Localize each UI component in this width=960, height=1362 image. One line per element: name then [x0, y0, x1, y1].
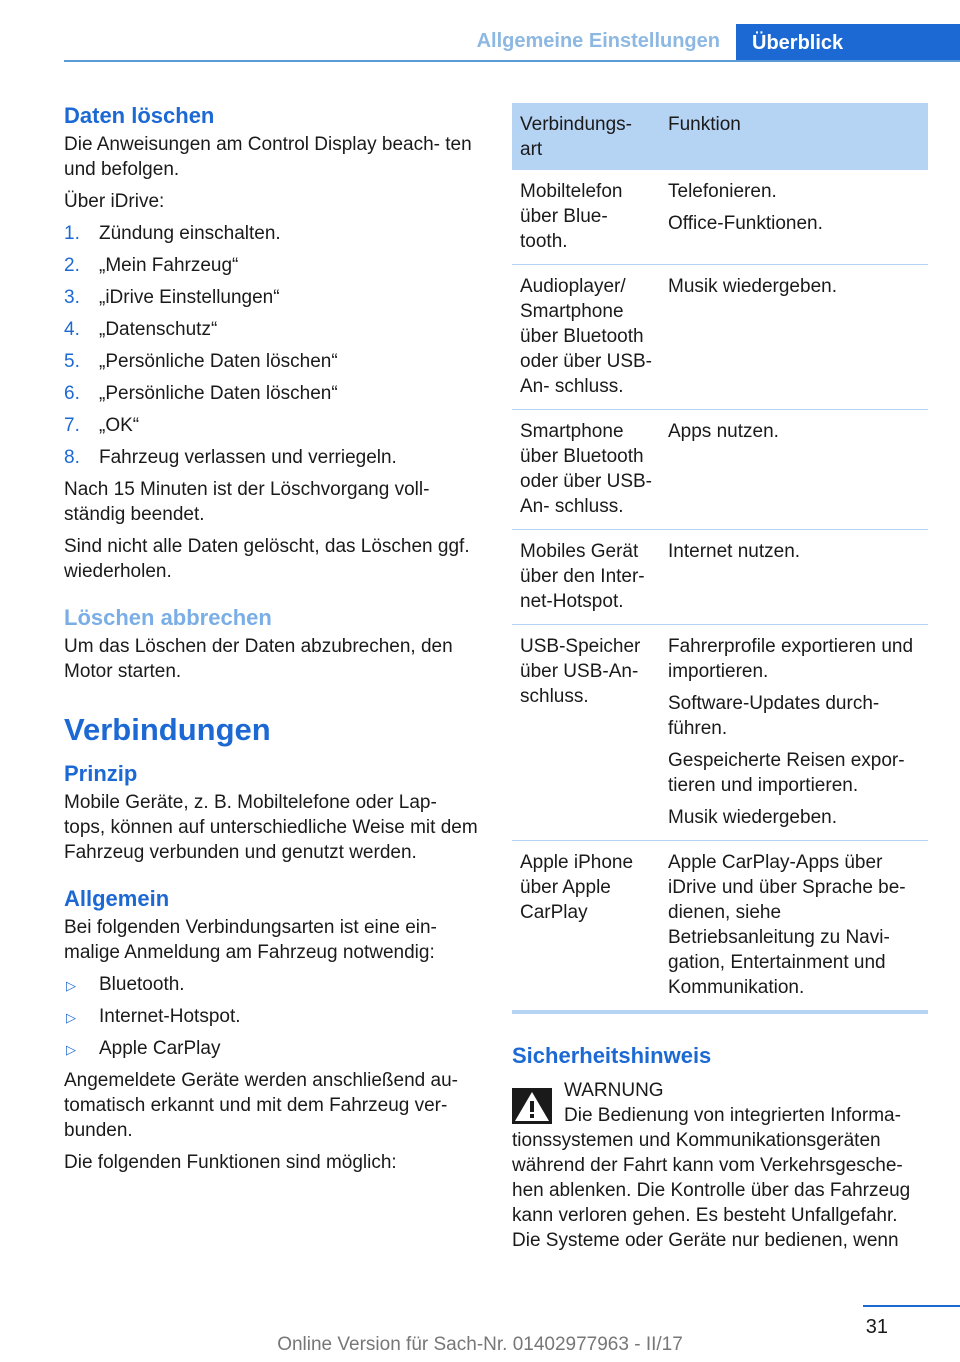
step-text: Fahrzeug verlassen und verriegeln.	[99, 447, 397, 468]
step-text: „Mein Fahrzeug“	[99, 255, 239, 276]
step-number: 2.	[64, 255, 80, 276]
step-number: 5.	[64, 351, 80, 372]
cell-functions	[660, 530, 928, 625]
table-row	[512, 410, 928, 530]
cell-connection-type: Mobiltelefon über Blue- tooth.	[512, 170, 660, 265]
step-text: „Persönliche Daten löschen“	[99, 351, 338, 372]
paragraph-abbrechen: Um das Löschen der Daten abzubrechen, den Motor starten.	[64, 636, 453, 682]
paragraph-allgemein: Bei folgenden Verbindungsarten ist eine ein- malige Anmeldung am Fahrzeug notwendig:	[64, 917, 437, 963]
step-text: „Persönliche Daten löschen“	[99, 383, 338, 404]
function-text: Musik wiedergeben.	[668, 276, 837, 297]
cell-connection-type: Audioplayer/ Smartphone über Bluetooth oder über USB-An- schluss.	[512, 265, 660, 410]
list-item-text: Internet-Hotspot.	[99, 1006, 241, 1027]
function-text: Apple CarPlay-Apps über iDrive und über Sprache be- dienen, siehe Betriebsanleitung zu Navi- gation, Entertainment und Kommunikation.	[668, 852, 906, 998]
step-text: „OK“	[99, 415, 140, 436]
warning-label: WARNUNG	[564, 1080, 664, 1101]
column-header-verbindungsart: Verbindungs- art	[512, 103, 660, 170]
table-row	[512, 625, 928, 841]
step-text: „iDrive Einstellungen“	[99, 287, 280, 308]
triangle-bullet-icon: ▷	[66, 978, 76, 993]
paragraph-prinzip: Mobile Geräte, z. B. Mobiltelefone oder Lap- tops, können auf unterschiedliche Weise mit dem Fahrzeug verbunden und genutzt werden.	[64, 792, 478, 863]
heading-prinzip: Prinzip	[64, 761, 138, 786]
list-item-text: Apple CarPlay	[99, 1038, 221, 1059]
steps-list	[64, 221, 480, 470]
footer-note: Online Version für Sach-Nr. 01402977963 - II/17	[277, 1334, 683, 1355]
step-item	[64, 349, 480, 374]
step-number: 4.	[64, 319, 80, 340]
function-text: Telefonieren.	[668, 181, 777, 202]
step-text: „Datenschutz“	[99, 319, 218, 340]
list-item	[64, 1004, 480, 1029]
cell-functions	[660, 265, 928, 410]
heading-verbindungen: Verbindungen	[64, 712, 271, 747]
function-text: Internet nutzen.	[668, 541, 801, 562]
paragraph-angemeldete-geraete: Angemeldete Geräte werden anschließend au- tomatisch erkannt und mit dem Fahrzeug ver- bunden.	[64, 1070, 458, 1141]
cell-connection-type: Apple iPhone über Apple CarPlay	[512, 841, 660, 1013]
cell-functions	[660, 841, 928, 1013]
column-header-funktion: Funktion	[660, 103, 928, 170]
right-column	[512, 103, 928, 1253]
triangle-bullet-icon: ▷	[66, 1042, 76, 1057]
cell-functions	[660, 625, 928, 841]
function-text: Office-Funktionen.	[668, 213, 823, 234]
step-item	[64, 413, 480, 438]
table-header-row	[512, 103, 928, 170]
heading-sicherheitshinweis: Sicherheitshinweis	[512, 1043, 712, 1068]
paragraph-wiederholen: Sind nicht alle Daten gelöscht, das Löschen ggf. wiederholen.	[64, 536, 470, 582]
cell-functions	[660, 170, 928, 265]
header-section-title: Allgemeine Einstellungen	[476, 30, 720, 52]
step-item	[64, 381, 480, 406]
step-text: Zündung einschalten.	[99, 223, 281, 244]
page-number: 31	[865, 1316, 888, 1338]
step-number: 7.	[64, 415, 80, 436]
page-header	[0, 0, 960, 62]
table-row	[512, 841, 928, 1013]
step-number: 3.	[64, 287, 80, 308]
heading-loeschen-abbrechen: Löschen abbrechen	[64, 605, 272, 630]
paragraph-funktionen-moeglich: Die folgenden Funktionen sind möglich:	[64, 1152, 397, 1173]
list-item	[64, 1036, 480, 1061]
heading-daten-loeschen: Daten löschen	[64, 103, 215, 128]
step-item	[64, 317, 480, 342]
function-text: Gespeicherte Reisen expor- tieren und importieren.	[668, 750, 905, 796]
connections-table	[512, 103, 928, 1014]
header-tab-ueberblick: Überblick	[736, 24, 960, 62]
function-text: Software-Updates durch- führen.	[668, 693, 880, 739]
step-item	[64, 445, 480, 470]
header-rule	[64, 60, 960, 62]
warning-text	[512, 1103, 928, 1253]
connection-types-list	[64, 972, 480, 1061]
list-item	[64, 972, 480, 997]
warning-body-text: Die Bedienung von integrierten Informa- tionssystemen und Kommunikationsgeräten während der Fahrt kann vom Verkehrsgesche- hen ablenken. Die Kontrolle über das Fahrzeug kann verloren gehen. Es besteht Unfallgefahr. Die Systeme oder Geräte nur bedienen, wenn	[512, 1105, 911, 1251]
cell-connection-type: USB-Speicher über USB-An- schluss.	[512, 625, 660, 841]
footer-rule	[863, 1305, 960, 1307]
cell-connection-type: Smartphone über Bluetooth oder über USB-An- schluss.	[512, 410, 660, 530]
warning-triangle-icon	[512, 1088, 552, 1124]
safety-warning	[512, 1040, 928, 1253]
step-item	[64, 221, 480, 246]
function-text: Apps nutzen.	[668, 421, 779, 442]
paragraph-intro: Die Anweisungen am Control Display beach- ten und befolgen.	[64, 134, 472, 180]
list-item-text: Bluetooth.	[99, 974, 185, 995]
cell-functions	[660, 410, 928, 530]
step-number: 8.	[64, 447, 80, 468]
step-item	[64, 253, 480, 278]
table-row	[512, 530, 928, 625]
paragraph-loeschvorgang: Nach 15 Minuten ist der Löschvorgang voll- ständig beendet.	[64, 479, 430, 525]
cell-connection-type: Mobiles Gerät über den Inter- net-Hotspot.	[512, 530, 660, 625]
function-text: Musik wiedergeben.	[668, 807, 837, 828]
step-item	[64, 285, 480, 310]
triangle-bullet-icon: ▷	[66, 1010, 76, 1025]
table-row	[512, 170, 928, 265]
function-text: Fahrerprofile exportieren und importieren.	[668, 636, 914, 682]
paragraph-via-idrive: Über iDrive:	[64, 191, 165, 212]
step-number: 1.	[64, 223, 80, 244]
step-number: 6.	[64, 383, 80, 404]
heading-allgemein: Allgemein	[64, 886, 170, 911]
left-column	[64, 100, 480, 1182]
table-row	[512, 265, 928, 410]
